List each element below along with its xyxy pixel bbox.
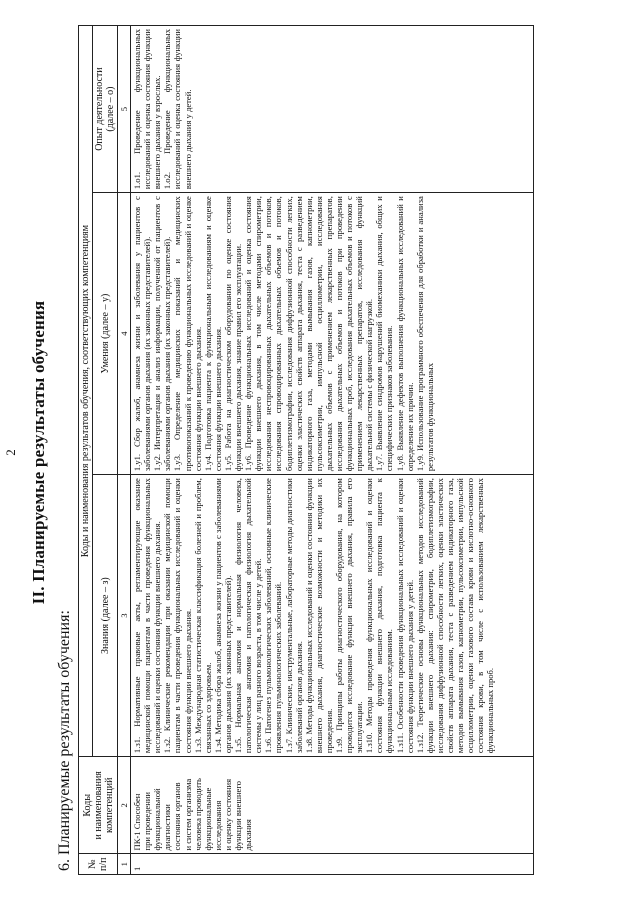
page-number: 2 — [3, 449, 18, 456]
experience-cell: 1.о1. Проведение функциональных исследований и оценка состояния функции внешнего дыхания у взрослых. 1.о2. Проведение функциональных исследований и оценка состояния функции внешнего дыхания у детей. — [131, 26, 534, 193]
header-experience: Опыт деятельности (далее – о) — [93, 26, 118, 193]
header-competence: Коды и наименования компетенций — [79, 757, 118, 854]
header-knowledge: Знания (далее – з) — [93, 475, 118, 757]
column-number: 4 — [118, 193, 131, 475]
skills-cell: 1.у1. Сбор жалоб, анамнеза жизни и заболевания у пациентов с заболеваниями органов дыхания (их законных представителей). 1.у2. Интерпретация и анализ информации, полученной от пациентов с заболеваниями органов дыхания (их законных представителей). 1.у3. Определение медицинских показаний и медицинских противопоказаний к проведению функциональных исследований и оценке состояния функции внешнего дыхания. 1.у4. Подготовка пациента к функциональным исследованиям и оценке состояния функции внешнего дыхания. 1.у5. Работа на диагностическом оборудовании по оценке состояния функции внешнего дыхания, знание правил его эксплуатации. 1.у6. Проведение функциональных исследований и оценка состояния функции внешнего дыхания, в том числе методами спирометрии, исследования неспровоцированных дыхательных объемов и потоков, исследования спровоцированных дыхательных объемов и потоков, бодиплетизмографии, исследования диффузионной способности легких, оценки эластических свойств аппарата дыхания, теста с разведением индикаторного газа, методами вымывания газов, капнометрии, пульсоксиметрии, импульсной осциллометрии, исследования дыхательных объемов с применением лекарственных препаратов, исследования дыхательных объемов и потоков при проведении функциональных проб, исследования дыхательных объемов и потоков с применением лекарственных препаратов, исследования функций дыхательной системы с физической нагрузкой. 1.у7. Выявление синдромов нарушений биомеханики дыхания, общих и специфических признаков заболевания. 1.у8. Выявление дефектов выполнения функциональных исследований и определение их причин. 1.у9. Использование программного обеспечения для обработки и анализа результатов функциональных — [131, 193, 534, 475]
column-number: 5 — [118, 26, 131, 193]
column-number: 3 — [118, 475, 131, 757]
header-results-group: Коды и наименования результатов обучения, соответствующих компетенциям — [79, 26, 93, 757]
section-heading: II. Планируемые результаты обучения — [29, 300, 48, 605]
table-header-row-2 — [93, 26, 118, 875]
row-number: 1 — [131, 854, 534, 875]
learning-outcomes-table — [78, 25, 534, 875]
table-header-row-1 — [79, 26, 93, 875]
column-number: 2 — [118, 757, 131, 854]
subsection-title: 6. Планируемые результаты обучения: — [56, 610, 73, 871]
knowledge-cell: 1.з1. Нормативные правовые акты, регламентирующие оказание медицинской помощи пациентам в части проведения функциональных исследований и оценки состояния функции внешнего дыхания. 1.з2. Клинические рекомендации при оказании медицинской помощи пациентам в части проведения функциональных исследований и оценки состояния функции внешнего дыхания. 1.з3. Международная статистическая классификация болезней и проблем, связанных со здоровьем. 1.з4. Методика сбора жалоб, анамнеза жизни у пациентов с заболеваниями органов дыхания (их законных представителей). 1.з5. Нормальная анатомия и нормальная физиология человека, патологическая анатомия и патологическая физиология дыхательной системы у лиц разного возраста, в том числе у детей. 1.з6. Патогенез пульмонологических заболеваний, основные клинические проявления пульмонологических заболеваний. 1.з7. Клинические, инструментальные, лабораторные методы диагностики заболеваний органов дыхания. 1.з8. Методы функциональных исследований и оценки состояния функции внешнего дыхания, диагностические возможности и методики их проведения. 1.з9. Принципы работы диагностического оборудования, на котором проводится исследование функции внешнего дыхания, правила его эксплуатации. 1.з10. Методы проведения функциональных исследований и оценки состояния функции внешнего дыхания, подготовка пациента к функциональным исследованиям. 1.з11. Особенности проведения функциональных исследований и оценки состояния функции внешнего дыхания у детей. 1.з12. Теоретические основы функциональных методов исследований функции внешнего дыхания: спирометрии, бодиплетизмографии, исследования диффузионной способности легких, оценки эластических свойств аппарата дыхания, теста с разведением индикаторного газа, методов вымывания газов, капнометрии, пульсоксиметрии, импульсной осциллометрии, оценки газового состава крови и кислотно-основного состояния крови, в том числе с использованием лекарственных функциональных проб. — [131, 475, 534, 757]
competence-cell: ПК-1 Способен при проведении функциональной диагностики состояния органов и систем организма человека проводить функциональные исследования и оценку состояния функции внешнего дыхания — [131, 757, 534, 854]
table-row — [131, 26, 534, 875]
column-numbering-row — [118, 26, 131, 875]
header-skills: Умения (далее – у) — [93, 193, 118, 475]
header-num: № п/п — [79, 854, 118, 875]
column-number: 1 — [118, 854, 131, 875]
